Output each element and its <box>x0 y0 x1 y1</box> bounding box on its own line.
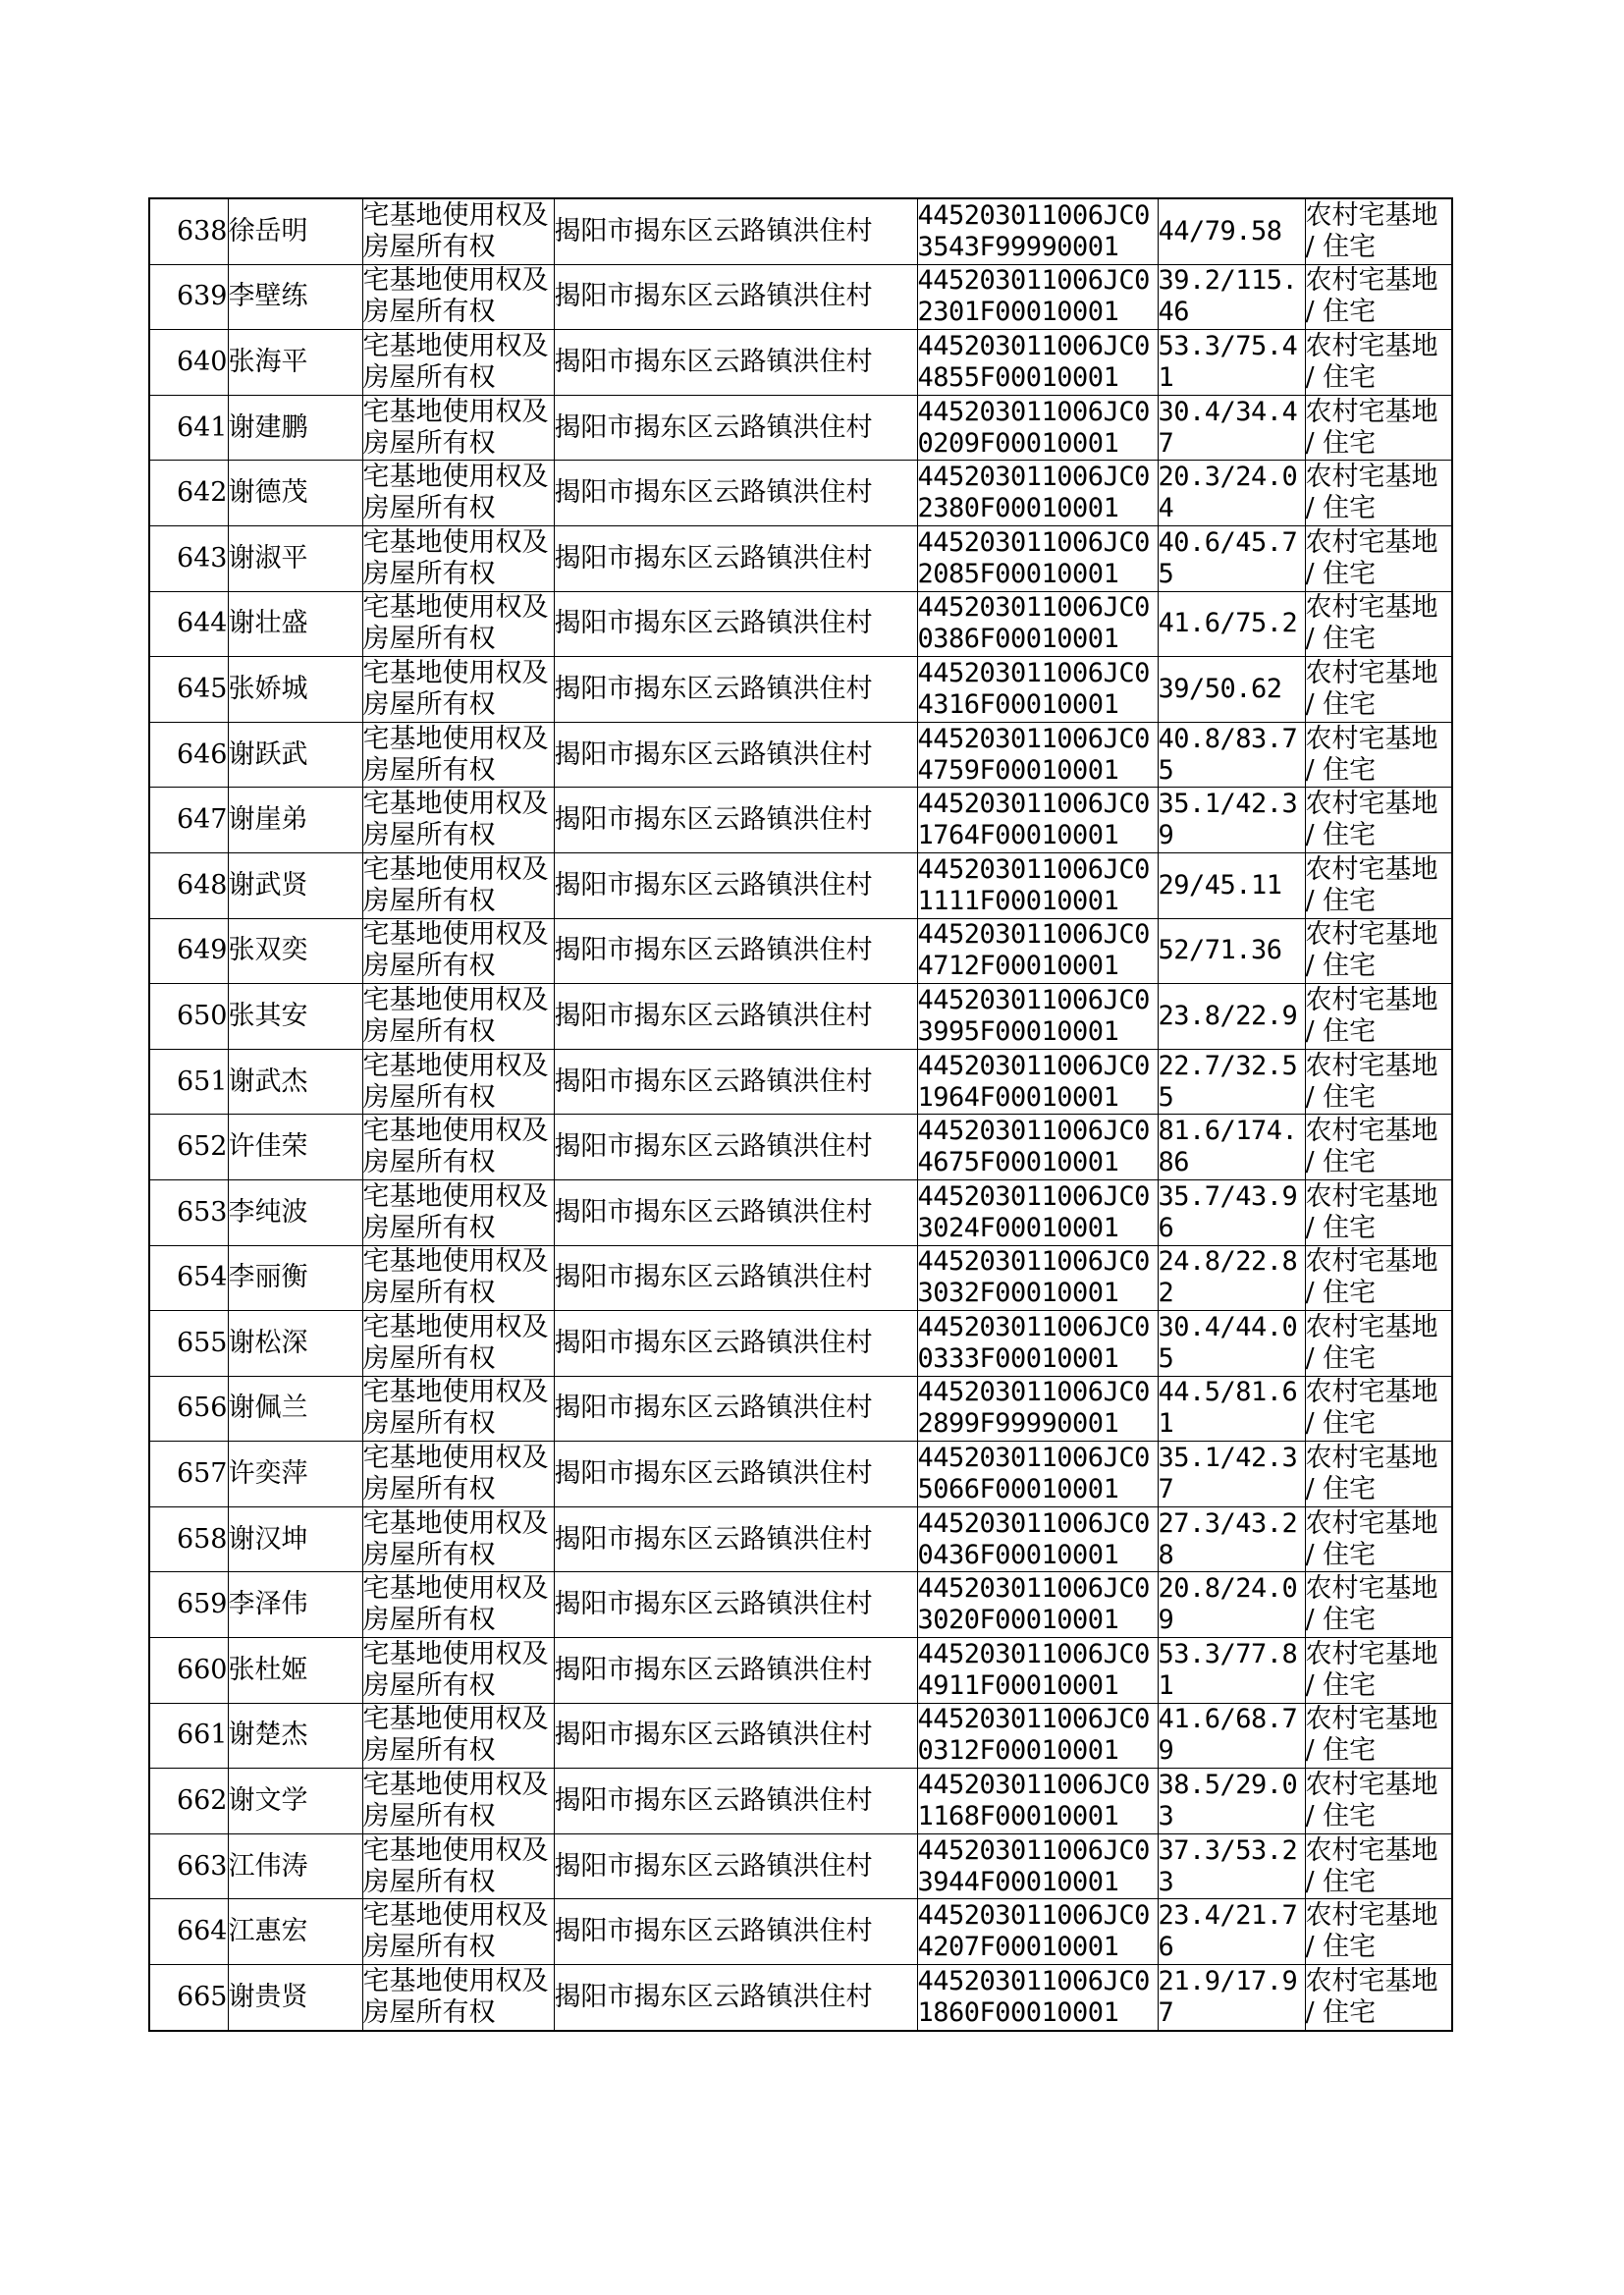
owner-name-cell: 谢壮盛 <box>228 591 362 657</box>
area-cell: 20.8/24.09 <box>1158 1572 1305 1638</box>
area-cell: 23.4/21.76 <box>1158 1899 1305 1965</box>
unit-code-cell: 445203011006JC03024F00010001 <box>917 1179 1158 1245</box>
table-row <box>149 918 1452 984</box>
right-type-cell: 宅基地使用权及房屋所有权 <box>362 1179 554 1245</box>
unit-code-cell: 445203011006JC00312F00010001 <box>917 1703 1158 1769</box>
usage-cell: 农村宅基地 / 住宅 <box>1305 1179 1452 1245</box>
unit-code-cell: 445203011006JC01764F00010001 <box>917 788 1158 853</box>
right-type-cell: 宅基地使用权及房屋所有权 <box>362 264 554 330</box>
area-cell: 35.1/42.37 <box>1158 1442 1305 1507</box>
right-type-cell: 宅基地使用权及房屋所有权 <box>362 198 554 264</box>
location-cell: 揭阳市揭东区云路镇洪住村 <box>554 1311 917 1377</box>
location-cell: 揭阳市揭东区云路镇洪住村 <box>554 852 917 918</box>
row-number-cell: 640 <box>149 330 228 396</box>
owner-name-cell: 谢佩兰 <box>228 1376 362 1442</box>
area-cell: 39/50.62 <box>1158 657 1305 723</box>
usage-cell: 农村宅基地 / 住宅 <box>1305 1899 1452 1965</box>
unit-code-cell: 445203011006JC04207F00010001 <box>917 1899 1158 1965</box>
right-type-cell: 宅基地使用权及房屋所有权 <box>362 657 554 723</box>
location-cell: 揭阳市揭东区云路镇洪住村 <box>554 1245 917 1311</box>
location-cell: 揭阳市揭东区云路镇洪住村 <box>554 264 917 330</box>
right-type-cell: 宅基地使用权及房屋所有权 <box>362 722 554 788</box>
right-type-cell: 宅基地使用权及房屋所有权 <box>362 1442 554 1507</box>
right-type-cell: 宅基地使用权及房屋所有权 <box>362 395 554 461</box>
unit-code-cell: 445203011006JC03944F00010001 <box>917 1833 1158 1899</box>
location-cell: 揭阳市揭东区云路镇洪住村 <box>554 395 917 461</box>
row-number-cell: 641 <box>149 395 228 461</box>
right-type-cell: 宅基地使用权及房屋所有权 <box>362 1769 554 1834</box>
unit-code-cell: 445203011006JC02380F00010001 <box>917 461 1158 526</box>
row-number-cell: 664 <box>149 1899 228 1965</box>
location-cell: 揭阳市揭东区云路镇洪住村 <box>554 198 917 264</box>
owner-name-cell: 谢松深 <box>228 1311 362 1377</box>
table-row <box>149 1179 1452 1245</box>
table-row <box>149 1311 1452 1377</box>
row-number-cell: 639 <box>149 264 228 330</box>
location-cell: 揭阳市揭东区云路镇洪住村 <box>554 591 917 657</box>
right-type-cell: 宅基地使用权及房屋所有权 <box>362 1703 554 1769</box>
owner-name-cell: 张娇城 <box>228 657 362 723</box>
usage-cell: 农村宅基地 / 住宅 <box>1305 330 1452 396</box>
row-number-cell: 663 <box>149 1833 228 1899</box>
table-row <box>149 525 1452 591</box>
usage-cell: 农村宅基地 / 住宅 <box>1305 1965 1452 2031</box>
owner-name-cell: 谢贵贤 <box>228 1965 362 2031</box>
right-type-cell: 宅基地使用权及房屋所有权 <box>362 1899 554 1965</box>
area-cell: 41.6/68.79 <box>1158 1703 1305 1769</box>
location-cell: 揭阳市揭东区云路镇洪住村 <box>554 1506 917 1572</box>
unit-code-cell: 445203011006JC00386F00010001 <box>917 591 1158 657</box>
unit-code-cell: 445203011006JC01168F00010001 <box>917 1769 1158 1834</box>
usage-cell: 农村宅基地 / 住宅 <box>1305 1833 1452 1899</box>
owner-name-cell: 张杜姬 <box>228 1638 362 1704</box>
row-number-cell: 659 <box>149 1572 228 1638</box>
row-number-cell: 645 <box>149 657 228 723</box>
owner-name-cell: 张其安 <box>228 984 362 1050</box>
area-cell: 35.1/42.39 <box>1158 788 1305 853</box>
area-cell: 53.3/75.41 <box>1158 330 1305 396</box>
row-number-cell: 658 <box>149 1506 228 1572</box>
right-type-cell: 宅基地使用权及房屋所有权 <box>362 330 554 396</box>
registration-table <box>148 197 1453 2032</box>
table-row <box>149 1899 1452 1965</box>
right-type-cell: 宅基地使用权及房屋所有权 <box>362 1376 554 1442</box>
right-type-cell: 宅基地使用权及房屋所有权 <box>362 1638 554 1704</box>
owner-name-cell: 李丽衡 <box>228 1245 362 1311</box>
usage-cell: 农村宅基地 / 住宅 <box>1305 918 1452 984</box>
location-cell: 揭阳市揭东区云路镇洪住村 <box>554 525 917 591</box>
right-type-cell: 宅基地使用权及房屋所有权 <box>362 1115 554 1180</box>
area-cell: 24.8/22.82 <box>1158 1245 1305 1311</box>
location-cell: 揭阳市揭东区云路镇洪住村 <box>554 461 917 526</box>
row-number-cell: 661 <box>149 1703 228 1769</box>
row-number-cell: 655 <box>149 1311 228 1377</box>
table-row <box>149 1965 1452 2031</box>
area-cell: 44.5/81.61 <box>1158 1376 1305 1442</box>
row-number-cell: 651 <box>149 1049 228 1115</box>
usage-cell: 农村宅基地 / 住宅 <box>1305 722 1452 788</box>
location-cell: 揭阳市揭东区云路镇洪住村 <box>554 788 917 853</box>
right-type-cell: 宅基地使用权及房屋所有权 <box>362 852 554 918</box>
owner-name-cell: 谢德茂 <box>228 461 362 526</box>
right-type-cell: 宅基地使用权及房屋所有权 <box>362 984 554 1050</box>
owner-name-cell: 谢淑平 <box>228 525 362 591</box>
unit-code-cell: 445203011006JC00333F00010001 <box>917 1311 1158 1377</box>
usage-cell: 农村宅基地 / 住宅 <box>1305 1442 1452 1507</box>
owner-name-cell: 谢汉坤 <box>228 1506 362 1572</box>
owner-name-cell: 谢武贤 <box>228 852 362 918</box>
unit-code-cell: 445203011006JC01860F00010001 <box>917 1965 1158 2031</box>
area-cell: 23.8/22.9 <box>1158 984 1305 1050</box>
row-number-cell: 649 <box>149 918 228 984</box>
unit-code-cell: 445203011006JC05066F00010001 <box>917 1442 1158 1507</box>
right-type-cell: 宅基地使用权及房屋所有权 <box>362 1049 554 1115</box>
usage-cell: 农村宅基地 / 住宅 <box>1305 1049 1452 1115</box>
row-number-cell: 644 <box>149 591 228 657</box>
unit-code-cell: 445203011006JC02085F00010001 <box>917 525 1158 591</box>
right-type-cell: 宅基地使用权及房屋所有权 <box>362 1965 554 2031</box>
right-type-cell: 宅基地使用权及房屋所有权 <box>362 1311 554 1377</box>
usage-cell: 农村宅基地 / 住宅 <box>1305 1703 1452 1769</box>
owner-name-cell: 许佳荣 <box>228 1115 362 1180</box>
table-row <box>149 1703 1452 1769</box>
usage-cell: 农村宅基地 / 住宅 <box>1305 852 1452 918</box>
usage-cell: 农村宅基地 / 住宅 <box>1305 461 1452 526</box>
usage-cell: 农村宅基地 / 住宅 <box>1305 525 1452 591</box>
table-row <box>149 264 1452 330</box>
unit-code-cell: 445203011006JC03032F00010001 <box>917 1245 1158 1311</box>
row-number-cell: 660 <box>149 1638 228 1704</box>
row-number-cell: 638 <box>149 198 228 264</box>
table-row <box>149 1572 1452 1638</box>
right-type-cell: 宅基地使用权及房屋所有权 <box>362 525 554 591</box>
area-cell: 44/79.58 <box>1158 198 1305 264</box>
owner-name-cell: 江伟涛 <box>228 1833 362 1899</box>
unit-code-cell: 445203011006JC01111F00010001 <box>917 852 1158 918</box>
table-row <box>149 330 1452 396</box>
location-cell: 揭阳市揭东区云路镇洪住村 <box>554 1638 917 1704</box>
owner-name-cell: 许奕萍 <box>228 1442 362 1507</box>
area-cell: 29/45.11 <box>1158 852 1305 918</box>
right-type-cell: 宅基地使用权及房屋所有权 <box>362 1506 554 1572</box>
table-row <box>149 1506 1452 1572</box>
table-row <box>149 1115 1452 1180</box>
right-type-cell: 宅基地使用权及房屋所有权 <box>362 1572 554 1638</box>
location-cell: 揭阳市揭东区云路镇洪住村 <box>554 1703 917 1769</box>
table-row <box>149 1245 1452 1311</box>
location-cell: 揭阳市揭东区云路镇洪住村 <box>554 1769 917 1834</box>
row-number-cell: 648 <box>149 852 228 918</box>
table-row <box>149 1638 1452 1704</box>
owner-name-cell: 谢跃武 <box>228 722 362 788</box>
unit-code-cell: 445203011006JC04316F00010001 <box>917 657 1158 723</box>
location-cell: 揭阳市揭东区云路镇洪住村 <box>554 1049 917 1115</box>
row-number-cell: 657 <box>149 1442 228 1507</box>
usage-cell: 农村宅基地 / 住宅 <box>1305 1115 1452 1180</box>
usage-cell: 农村宅基地 / 住宅 <box>1305 657 1452 723</box>
unit-code-cell: 445203011006JC00209F00010001 <box>917 395 1158 461</box>
usage-cell: 农村宅基地 / 住宅 <box>1305 1376 1452 1442</box>
unit-code-cell: 445203011006JC04855F00010001 <box>917 330 1158 396</box>
location-cell: 揭阳市揭东区云路镇洪住村 <box>554 918 917 984</box>
table-row <box>149 722 1452 788</box>
usage-cell: 农村宅基地 / 住宅 <box>1305 1245 1452 1311</box>
owner-name-cell: 谢建鹏 <box>228 395 362 461</box>
area-cell: 40.6/45.75 <box>1158 525 1305 591</box>
area-cell: 35.7/43.96 <box>1158 1179 1305 1245</box>
right-type-cell: 宅基地使用权及房屋所有权 <box>362 461 554 526</box>
area-cell: 30.4/44.05 <box>1158 1311 1305 1377</box>
owner-name-cell: 李纯波 <box>228 1179 362 1245</box>
table-row <box>149 1833 1452 1899</box>
owner-name-cell: 张海平 <box>228 330 362 396</box>
usage-cell: 农村宅基地 / 住宅 <box>1305 395 1452 461</box>
location-cell: 揭阳市揭东区云路镇洪住村 <box>554 984 917 1050</box>
row-number-cell: 665 <box>149 1965 228 2031</box>
owner-name-cell: 谢武杰 <box>228 1049 362 1115</box>
usage-cell: 农村宅基地 / 住宅 <box>1305 591 1452 657</box>
table-row <box>149 788 1452 853</box>
location-cell: 揭阳市揭东区云路镇洪住村 <box>554 1899 917 1965</box>
location-cell: 揭阳市揭东区云路镇洪住村 <box>554 722 917 788</box>
table-row <box>149 657 1452 723</box>
owner-name-cell: 谢文学 <box>228 1769 362 1834</box>
unit-code-cell: 445203011006JC03995F00010001 <box>917 984 1158 1050</box>
unit-code-cell: 445203011006JC03543F99990001 <box>917 198 1158 264</box>
table-row <box>149 591 1452 657</box>
area-cell: 21.9/17.97 <box>1158 1965 1305 2031</box>
area-cell: 30.4/34.47 <box>1158 395 1305 461</box>
unit-code-cell: 445203011006JC02899F99990001 <box>917 1376 1158 1442</box>
area-cell: 27.3/43.28 <box>1158 1506 1305 1572</box>
row-number-cell: 647 <box>149 788 228 853</box>
row-number-cell: 643 <box>149 525 228 591</box>
area-cell: 39.2/115.46 <box>1158 264 1305 330</box>
unit-code-cell: 445203011006JC04759F00010001 <box>917 722 1158 788</box>
table-row <box>149 1769 1452 1834</box>
table-body <box>149 198 1452 2031</box>
area-cell: 38.5/29.03 <box>1158 1769 1305 1834</box>
table-row <box>149 984 1452 1050</box>
right-type-cell: 宅基地使用权及房屋所有权 <box>362 1245 554 1311</box>
row-number-cell: 653 <box>149 1179 228 1245</box>
table-row <box>149 461 1452 526</box>
right-type-cell: 宅基地使用权及房屋所有权 <box>362 918 554 984</box>
right-type-cell: 宅基地使用权及房屋所有权 <box>362 788 554 853</box>
usage-cell: 农村宅基地 / 住宅 <box>1305 198 1452 264</box>
unit-code-cell: 445203011006JC00436F00010001 <box>917 1506 1158 1572</box>
table-row <box>149 1049 1452 1115</box>
right-type-cell: 宅基地使用权及房屋所有权 <box>362 591 554 657</box>
area-cell: 53.3/77.81 <box>1158 1638 1305 1704</box>
unit-code-cell: 445203011006JC04712F00010001 <box>917 918 1158 984</box>
location-cell: 揭阳市揭东区云路镇洪住村 <box>554 1115 917 1180</box>
row-number-cell: 654 <box>149 1245 228 1311</box>
usage-cell: 农村宅基地 / 住宅 <box>1305 1638 1452 1704</box>
usage-cell: 农村宅基地 / 住宅 <box>1305 984 1452 1050</box>
usage-cell: 农村宅基地 / 住宅 <box>1305 788 1452 853</box>
row-number-cell: 662 <box>149 1769 228 1834</box>
unit-code-cell: 445203011006JC03020F00010001 <box>917 1572 1158 1638</box>
row-number-cell: 652 <box>149 1115 228 1180</box>
area-cell: 20.3/24.04 <box>1158 461 1305 526</box>
owner-name-cell: 谢崖弟 <box>228 788 362 853</box>
owner-name-cell: 江惠宏 <box>228 1899 362 1965</box>
area-cell: 52/71.36 <box>1158 918 1305 984</box>
owner-name-cell: 谢楚杰 <box>228 1703 362 1769</box>
table-row <box>149 1442 1452 1507</box>
location-cell: 揭阳市揭东区云路镇洪住村 <box>554 1179 917 1245</box>
location-cell: 揭阳市揭东区云路镇洪住村 <box>554 1442 917 1507</box>
table-row <box>149 852 1452 918</box>
location-cell: 揭阳市揭东区云路镇洪住村 <box>554 330 917 396</box>
row-number-cell: 642 <box>149 461 228 526</box>
owner-name-cell: 徐岳明 <box>228 198 362 264</box>
right-type-cell: 宅基地使用权及房屋所有权 <box>362 1833 554 1899</box>
row-number-cell: 646 <box>149 722 228 788</box>
area-cell: 37.3/53.23 <box>1158 1833 1305 1899</box>
unit-code-cell: 445203011006JC04675F00010001 <box>917 1115 1158 1180</box>
location-cell: 揭阳市揭东区云路镇洪住村 <box>554 1833 917 1899</box>
area-cell: 41.6/75.2 <box>1158 591 1305 657</box>
area-cell: 40.8/83.75 <box>1158 722 1305 788</box>
unit-code-cell: 445203011006JC02301F00010001 <box>917 264 1158 330</box>
unit-code-cell: 445203011006JC04911F00010001 <box>917 1638 1158 1704</box>
area-cell: 22.7/32.55 <box>1158 1049 1305 1115</box>
location-cell: 揭阳市揭东区云路镇洪住村 <box>554 657 917 723</box>
owner-name-cell: 李壁练 <box>228 264 362 330</box>
area-cell: 81.6/174.86 <box>1158 1115 1305 1180</box>
location-cell: 揭阳市揭东区云路镇洪住村 <box>554 1376 917 1442</box>
table-row <box>149 198 1452 264</box>
usage-cell: 农村宅基地 / 住宅 <box>1305 1769 1452 1834</box>
usage-cell: 农村宅基地 / 住宅 <box>1305 1506 1452 1572</box>
owner-name-cell: 李泽伟 <box>228 1572 362 1638</box>
row-number-cell: 650 <box>149 984 228 1050</box>
table-row <box>149 1376 1452 1442</box>
row-number-cell: 656 <box>149 1376 228 1442</box>
table-row <box>149 395 1452 461</box>
usage-cell: 农村宅基地 / 住宅 <box>1305 264 1452 330</box>
owner-name-cell: 张双奕 <box>228 918 362 984</box>
location-cell: 揭阳市揭东区云路镇洪住村 <box>554 1572 917 1638</box>
usage-cell: 农村宅基地 / 住宅 <box>1305 1572 1452 1638</box>
unit-code-cell: 445203011006JC01964F00010001 <box>917 1049 1158 1115</box>
location-cell: 揭阳市揭东区云路镇洪住村 <box>554 1965 917 2031</box>
usage-cell: 农村宅基地 / 住宅 <box>1305 1311 1452 1377</box>
